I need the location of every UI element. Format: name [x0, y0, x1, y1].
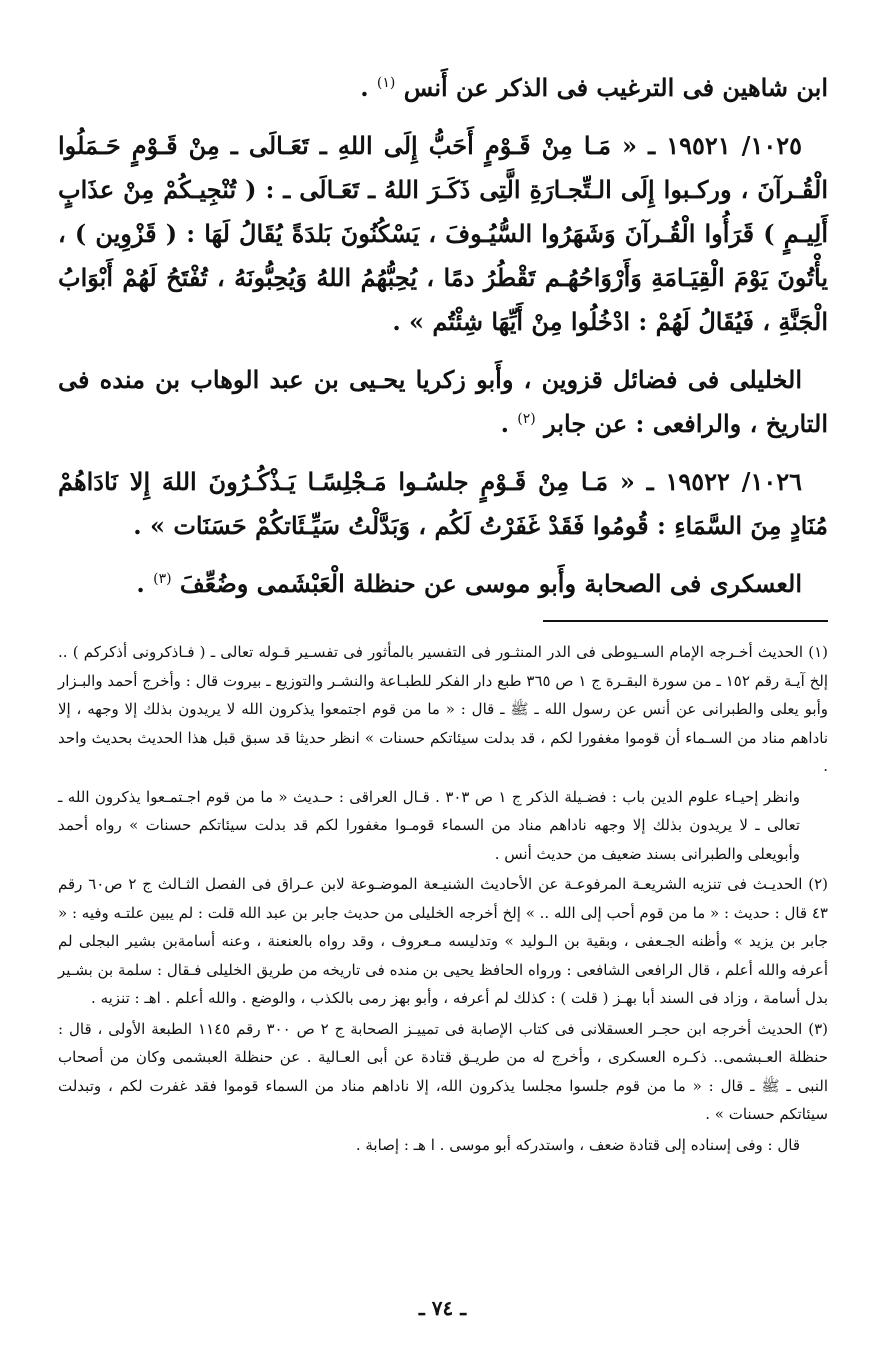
footnote-3: (٣) الحديث أخرجه ابن حجـر العسقلانى فى كتاب الإصابة فى تمييـز الصحابة ج ٢ ص ٣٠٠ رقم ١١٤٥ الطبعة الأولى ، قال : حنظلة العـبشمى.. ذكـره العسكرى ، وأخرج له من طريـق قتادة عن أبى العـالية . عن حنظلة العبشمى وكان من أصحاب النبى ـ ﷺ ـ قال : « ما من قوم جلسوا مجلسا يذكرون الله، إلا ناداهم مناد من السماء قوموا فقد غفرت لكم ، وتبدلت سيئاتكم حسنات » . [58, 1019, 829, 1123]
text-khalili: الخليلى فى فضائل قزوين ، وأَبو زكريا يحـيى بن عبد الوهاب بن منده فى التاريخ ، والرافعى : عن جابر [58, 365, 828, 438]
source-khalili [58, 358, 828, 446]
text-ibn-shahin: ابن شاهين فى الترغيب فى الذكر عن أَنس [403, 73, 828, 102]
main-text [58, 66, 828, 606]
line-source-ibn-shahin [58, 66, 828, 110]
end-dot: . [500, 409, 509, 438]
footnote-separator [543, 620, 828, 622]
footnotes [58, 638, 828, 1159]
footnote-1-continued: وانظر إحيـاء علوم الدين باب : فضـيلة الذكر ج ١ ص ٣٠٣ . قـال العراقى : حـديث « ما من قوم اجـتمـعوا يذكرون الله ـ تعالى ـ لا يريدون بذلك إلا وجهه ناداهم مناد من السماء قومـوا مغفورا لكم قد بدلت سيئاتكم حسنات » رواه أحمد وأبويعلى والطبرانى بسند ضعيف من حديث أنس . [58, 787, 800, 863]
source-askari [58, 562, 828, 606]
book-page [58, 66, 828, 1161]
footnote-2: (٢) الحديـث فى تنزيه الشريعـة المرفوعـة عن الأحاديث الشنيـعة الموضـوعة لابن عـراق فى الفصل الثـالث ج ٢ ص٦٠ رقم ٤٣ قال : حديث : « ما من قوم أحب إلى الله .. » إلخ أخرجه الخليلى من حديث جابر بن عبد الله قلت : لم يبين علتـه وفيه : « جابر بن يزيد » وأظنه الجـعفى ، وبقية بن الـوليد » وتدليسه مـعروف ، وقد رواه بالعنعنة ، وعنه أسامةبن بشير البجلى لم أعرفه والله أعلم ، قال الرافعى الشافعى : ورواه الحافظ يحيى بن منده فى تاريخه من طريق الخليلى فـقال : سلمة بن بشـير بدل أسامة ، وزاد فى السند أبا بهـز ( قلت ) : كذلك لم أعرفه ، وأبو بهز رمى بالكذب ، والوضع . والله أعلم . اهـ : تنزيه . [58, 875, 828, 1007]
footnote-ref-1: (١) [376, 75, 396, 91]
hadith-1026: ١٠٢٦/ ١٩٥٢٢ ـ « مَـا مِنْ قَـوْمٍ جلسُـوا مَـجْلِسًـا يَـذْكُـرُونَ اللهَ إِلا نَادَاهُمْ مُنَادٍ مِنَ السَّمَاءِ : قُومُوا فَقَدْ غَفَرْتُ لَكُم ، وَبَدَّلْتُ سَيِّـئَاتكُمْ حَسَنَات » . [58, 467, 828, 540]
hadith-1025: ١٠٢٥/ ١٩٥٢١ ـ « مَـا مِنْ قَـوْمٍ أَحَبُّ إِلَى اللهِ ـ تَعَـالَى ـ مِنْ قَـوْمٍ حَـمَلُوا الْقُـرآنَ ، وركـبوا إِلَى الـتِّجـارَةِ الَّتِى ذَكَـرَ اللهُ ـ تَعَـالَى ـ : ( تُنْجِيـكُمْ مِنْ عذَابٍ أَلِيـمٍ ) قَرَأُوا الْقُـرآنَ وَشَهَرُوا السُّيُـوفَ ، يَسْكُنُونَ بَلدَةً يُقَالُ لَهَا : ( قَزْوِين ) ، يأْتُونَ يَوْمَ الْقِيَـامَةِ وَأَرْوَاحُهُـم تَقْطُرُ دمًا ، يُحِبُّهُمُ اللهُ وَيُحِبُّونَهُ ، تُفْتَحُ لَهُمْ أَبْوَابُ الْجَنَّةِ ، فَيُقَالُ لَهُمْ : ادْخُلُوا مِنْ أَيِّهَا شِئْتُم » . [58, 131, 829, 336]
end-dot: . [136, 569, 145, 598]
footnote-ref-3: (٣) [153, 571, 172, 587]
footnote-ref-2: (٢) [517, 411, 536, 427]
footnote-1: (١) الحديث أخـرجه الإمام السـيوطى فى الدر المنثـور فى التفسير بالمأثور فى تفسـير قـوله تعالى ـ ( فـاذكرونى أذكركم ) .. إلخ آيـة رقم ١٥٢ ـ من سورة البقـرة ج ١ ص ٣٦٥ طبع دار الفكر للطبـاعة والنشـر والتوزيع ـ بيروت قال : وأخرج أحمد والبـزار وأبو يعلى والطبرانى عن أنس عن رسول الله ـ ﷺ ـ قال : « ما من قوم اجتمعوا يذكرون الله لا يريدون بذلك إلا وجهه ، إلا ناداهم مناد من السـماء أن قوموا مغفورا لكم ، قد بدلت سيئاتكم حسنات » انظر حديثا قد سبق قبل هذا الحديث بحديث واحد . [58, 643, 828, 775]
text-askari: العسكرى فى الصحابة وأَبو موسى عن حنظلة الْعَبْشَمى وضُعِّفَ [179, 569, 802, 598]
footnote-3-continued: قال : وفى إسناده إلى قتادة ضعف ، واستدركه أبو موسى . ا هـ : إصابة . [355, 1135, 800, 1154]
end-dot: . [360, 73, 369, 102]
page-number: ـ ٧٤ ـ [418, 1296, 467, 1320]
